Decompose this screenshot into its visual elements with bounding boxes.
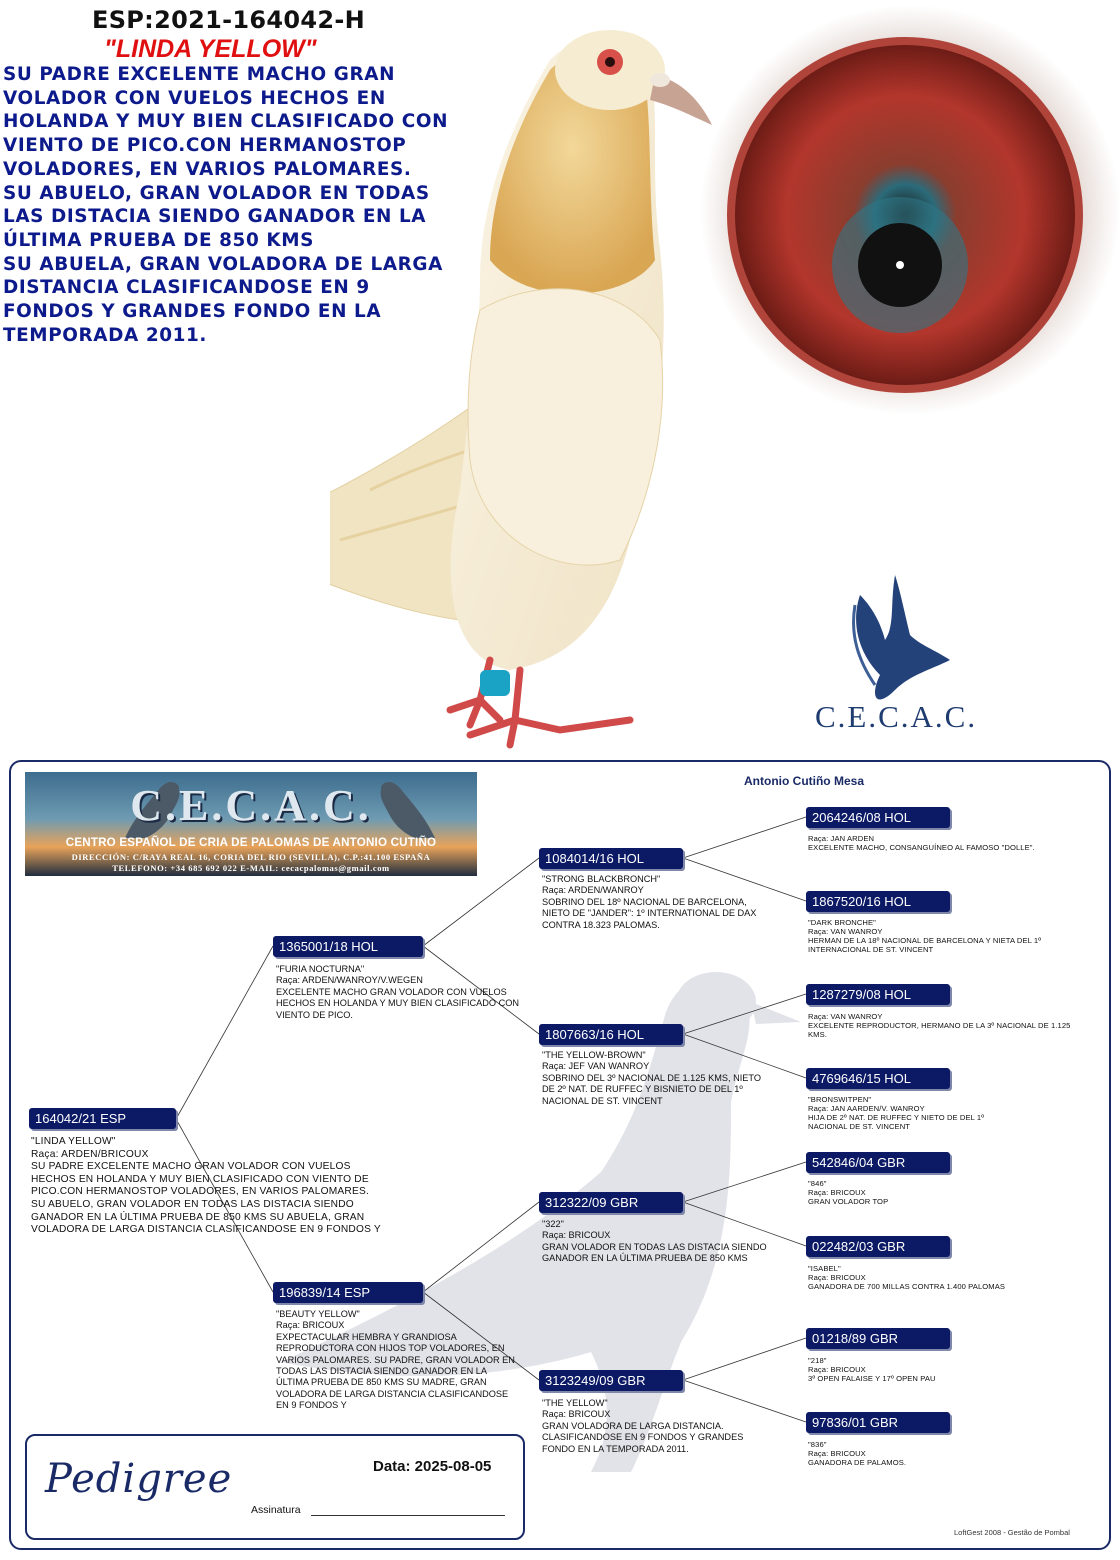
dd-breed: Raça: BRICOUX xyxy=(542,1409,611,1420)
hero-description xyxy=(3,63,523,347)
dd-description: GRAN VOLADORA DE LARGA DISTANCIA. CLASIFICANDOSE EN 9 FONDOS Y GRANDES FONDO EN LA TEMPORADA 2011. xyxy=(542,1420,744,1454)
hero-text-line: TEMPORADA 2011. xyxy=(3,324,207,346)
ss-info xyxy=(542,874,770,931)
cecac-logo-text: C.E.C.A.C. xyxy=(815,699,978,734)
cecac-banner xyxy=(25,772,477,876)
sss-info xyxy=(808,834,1098,852)
sdd-info xyxy=(808,1095,1023,1131)
ds-breed: Raça: BRICOUX xyxy=(542,1230,611,1241)
sire-ring-box: 1365001/18 HOL xyxy=(273,936,423,957)
dsd-ring-box: 022482/03 GBR xyxy=(806,1236,950,1257)
dam-nickname: "BEAUTY YELLOW" xyxy=(276,1309,360,1319)
sdd-breed: Raça: JAN AARDEN/V. WANROY xyxy=(808,1104,925,1113)
breeder-name: Antonio Cutiño Mesa xyxy=(744,774,864,788)
dss-ring-box: 542846/04 GBR xyxy=(806,1152,950,1173)
pedigree-script-title: Pedigree xyxy=(45,1456,233,1502)
ss-breed: Raça: ARDEN/WANROY xyxy=(542,885,644,896)
dds-breed: Raça: BRICOUX xyxy=(808,1365,866,1374)
hero-text-line: ÚLTIMA PRUEBA DE 850 KMS xyxy=(3,229,314,251)
dds-info xyxy=(808,1356,1008,1383)
sd-breed: Raça: JEF VAN WANROY xyxy=(542,1061,650,1072)
dam-description: EXPECTACULAR HEMBRA Y GRANDIOSA REPRODUCTORA CON HIJOS TOP VOLADORES, EN VARIOS PALOMARES. SU PADRE, GRAN VOLADOR EN TODAS LAS DISTACIA SIENDO GANADOR EN LA ÚLTIMA PRUEBA DE 850 KMS SU MADRE, GRAN VOLADORA DE LARGA DISTANCIA CLASIFICANDOSE EN 9 FONDOS Y xyxy=(276,1331,515,1411)
hero-text-line: VOLADORES, EN VARIOS PALOMARES. xyxy=(3,158,412,180)
sss-description: EXCELENTE MACHO, CONSANGUÍNEO AL FAMOSO "DOLLE". xyxy=(808,843,1035,852)
ssd-nickname: "DARK BRONCHE" xyxy=(808,918,876,927)
ds-ring-box: 312322/09 GBR xyxy=(539,1192,683,1213)
hero-text-line: HOLANDA Y MUY BIEN CLASIFICADO CON xyxy=(3,111,449,133)
sdd-ring-box: 4769646/15 HOL xyxy=(806,1068,950,1089)
sire-description: EXCELENTE MACHO GRAN VOLADOR CON VUELOS HECHOS EN HOLANDA Y MUY BIEN CLASIFICADO CON VIENTO DE PICO. xyxy=(276,986,520,1020)
hero-text-line: VIENTO DE PICO.CON HERMANOSTOP xyxy=(3,135,407,157)
subject-info xyxy=(31,1136,381,1237)
dd-ring-box: 3123249/09 GBR xyxy=(539,1370,683,1391)
ssd-description: HERMAN DE LA 18º NACIONAL DE BARCELONA Y NIETA DEL 1º INTERNACIONAL DE ST. VINCENT xyxy=(808,936,1042,954)
hero-text-line: LAS DISTACIA SIENDO GANADOR EN LA xyxy=(3,206,427,228)
sd-description: SOBRINO DEL 3º NACIONAL DE 1.125 KMS, NIETO DE 2º NAT. DE RUFFEC Y BISNIETO DE DEL 1º NACIONAL DE ST. VINCENT xyxy=(542,1072,761,1106)
subject-ring-box: 164042/21 ESP xyxy=(29,1108,176,1129)
ds-description: GRAN VOLADOR EN TODAS LAS DISTACIA SIENDO GANADOR EN LA ÚLTIMA PRUEBA DE 850 KMS xyxy=(542,1241,767,1264)
dds-ring-box: 01218/89 GBR xyxy=(806,1328,950,1349)
sd-nickname: "THE YELLOW-BROWN" xyxy=(542,1050,646,1060)
sire-breed: Raça: ARDEN/WANROY/V.WEGEN xyxy=(276,975,423,986)
ds-nickname: "322" xyxy=(542,1219,564,1229)
sd-info xyxy=(542,1050,762,1107)
pedigree-footer xyxy=(25,1434,525,1540)
sire-info xyxy=(276,964,526,1021)
dsd-breed: Raça: BRICOUX xyxy=(808,1273,866,1282)
software-credit: LoftGest 2008 - Gestão de Pombal xyxy=(954,1528,1070,1537)
ddd-description: GANADORA DE PALAMOS. xyxy=(808,1458,907,1467)
banner-address: DIRECCIÓN: C/RAYA REAL 16, CORIA DEL RIO (SEVILLA), C.P.:41.100 ESPAÑA xyxy=(71,852,431,862)
sds-info xyxy=(808,1012,1073,1039)
dss-breed: Raça: BRICOUX xyxy=(808,1188,866,1197)
sdd-description: HIJA DE 2º NAT. DE RUFFEC Y NIETO DE DEL 1º NACIONAL DE ST. VINCENT xyxy=(808,1113,985,1131)
pigeon-name-title: "LINDA YELLOW" xyxy=(104,35,317,63)
dsd-description: GANADORA DE 700 MILLAS CONTRA 1.400 PALOMAS xyxy=(808,1282,1006,1291)
sd-ring-box: 1807663/16 HOL xyxy=(539,1024,683,1045)
pigeon-eye-closeup xyxy=(690,0,1120,420)
dd-info xyxy=(542,1398,770,1455)
pedigree-date: Data: 2025-08-05 xyxy=(373,1458,492,1475)
hero-text-line: VOLADOR CON VUELOS HECHOS EN xyxy=(3,87,386,109)
hero-text-line: SU ABUELA, GRAN VOLADORA DE LARGA xyxy=(3,253,443,275)
ssd-ring-box: 1867520/16 HOL xyxy=(806,891,950,912)
ssd-breed: Raça: VAN WANROY xyxy=(808,927,883,936)
sds-breed: Raça: VAN WANROY xyxy=(808,1012,883,1021)
dd-nickname: "THE YELLOW" xyxy=(542,1398,608,1408)
hero-text-line: SU PADRE EXCELENTE MACHO GRAN xyxy=(3,64,396,85)
subject-nickname: "LINDA YELLOW" xyxy=(31,1136,116,1147)
dam-ring-box: 196839/14 ESP xyxy=(273,1282,423,1303)
ddd-ring-box: 97836/01 GBR xyxy=(806,1412,950,1433)
sds-ring-box: 1287279/08 HOL xyxy=(806,984,950,1005)
dss-description: GRAN VOLADOR TOP xyxy=(808,1197,889,1206)
dam-info xyxy=(276,1309,516,1412)
subject-description: SU PADRE EXCELENTE MACHO GRAN VOLADOR CON VUELOS HECHOS EN HOLANDA Y MUY BIEN CLASIFICADO CON VIENTO DE PICO.CON HERMANOSTOP VOLADORES, EN VARIOS PALOMARES. SU ABUELO, GRAN VOLADOR EN TODAS LAS DISTACIA SIENDO GANADOR EN LA ÚLTIMA PRUEBA DE 850 KMS SU ABUELA, GRAN VOLADORA DE LARGA DISTANCIA CLASIFICANDOSE EN 9 FONDOS Y xyxy=(31,1161,381,1236)
signature-label: Assinatura xyxy=(251,1504,301,1516)
banner-phone: TELEFONO: +34 685 692 022 E-MAIL: cecacpalomas@gmail.com xyxy=(112,863,390,873)
dsd-info xyxy=(808,1264,1078,1291)
pedigree-sheet xyxy=(9,760,1111,1550)
hero-text-line: DISTANCIA CLASIFICANDOSE EN 9 xyxy=(3,277,370,299)
sds-description: EXCELENTE REPRODUCTOR, HERMANO DE LA 3º NACIONAL DE 1.125 KMS. xyxy=(808,1021,1071,1039)
dss-nickname: "846" xyxy=(808,1179,827,1188)
dam-breed: Raça: BRICOUX xyxy=(276,1320,345,1331)
ss-ring-box: 1084014/16 HOL xyxy=(539,848,683,869)
dsd-nickname: "ISABEL" xyxy=(808,1264,841,1273)
ds-info xyxy=(542,1219,767,1265)
ring-number-title: ESP:2021-164042-H xyxy=(92,6,365,34)
ddd-breed: Raça: BRICOUX xyxy=(808,1449,866,1458)
ddd-nickname: "836" xyxy=(808,1440,827,1449)
dss-info xyxy=(808,1179,1008,1206)
ss-nickname: "STRONG BLACKBRONCH" xyxy=(542,874,661,884)
sss-breed: Raça: JAN ARDEN xyxy=(808,834,875,843)
sire-nickname: "FURIA NOCTURNA" xyxy=(276,964,365,974)
ssd-info xyxy=(808,918,1048,954)
ss-description: SOBRINO DEL 18º NACIONAL DE BARCELONA, NIETO DE "JANDER": 1º INTERNATIONAL DE DAX CONTRA 18.323 PALOMAS. xyxy=(542,896,757,930)
ddd-info xyxy=(808,1440,1008,1467)
dds-nickname: "218" xyxy=(808,1356,827,1365)
sdd-nickname: "BRONSWITPEN" xyxy=(808,1095,872,1104)
hero-section xyxy=(0,0,1120,755)
hero-text-line: SU ABUELO, GRAN VOLADOR EN TODAS xyxy=(3,182,430,204)
signature-line xyxy=(311,1515,505,1516)
hero-text-line: FONDOS Y GRANDES FONDO EN LA xyxy=(3,301,382,323)
subject-breed: Raça: ARDEN/BRICOUX xyxy=(31,1148,149,1160)
sss-ring-box: 2064246/08 HOL xyxy=(806,807,950,828)
dds-description: 3º OPEN FALAISE Y 17º OPEN PAU xyxy=(808,1374,936,1383)
banner-title: C.E.C.A.C. xyxy=(130,781,372,830)
banner-subtitle: CENTRO ESPAÑOL DE CRIA DE PALOMAS DE ANTONIO CUTIÑO xyxy=(65,836,437,849)
